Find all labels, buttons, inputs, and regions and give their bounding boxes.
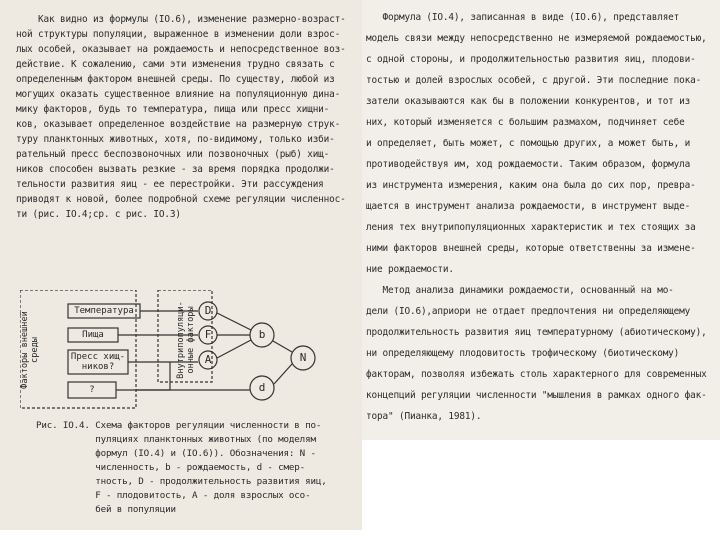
text-line: продолжительность развития яиц температурному (абиотическому), — [366, 327, 707, 338]
text-line: Формула (IO.4), записанная в виде (IO.6), представляет — [366, 12, 680, 23]
text-line: определенным фактором внешней среды. По существу, любой из — [16, 74, 335, 85]
text-line: приводят к новой, более подробной схеме регуляции численнос- — [16, 194, 346, 205]
text-line: ти (рис. IO.4;ср. с рис. IO.3) — [16, 209, 181, 220]
right-page — [362, 0, 720, 440]
text-line: ления тех внутрипопуляционных характеристик и тех стоящих за — [366, 222, 696, 233]
text-line: факторам, позволяя избежать столь характерного для современных — [366, 369, 707, 380]
text-line: ной структуры популяции, выраженное в изменении доли взрос- — [16, 29, 341, 40]
text-line: могущих оказать существенное влияние на популяционную дина- — [16, 89, 341, 100]
caption-line: бей в популяции — [36, 504, 176, 515]
text-line: рательный пресс беспозвоночных или позвоночных (рыб) хищ- — [16, 149, 330, 160]
predation-label: Пресс хищ- ников? — [70, 352, 126, 372]
node-d-label: d — [258, 381, 266, 394]
text-line: действие. К сожалению, сами эти изменения трудно связать с — [16, 59, 335, 70]
caption-line: F - плодовитость, A - доля взрослых осо- — [36, 490, 311, 501]
text-line: из инструмента измерения, каким она была до сих пор, превра- — [366, 180, 696, 191]
outer-frame-label: Факторы внешней среды — [20, 311, 40, 389]
caption-line: пуляциях планктонных животных (по моделям — [36, 434, 316, 445]
text-line: ние рождаемости. — [366, 264, 454, 275]
food-label: Пища — [82, 330, 104, 340]
text-line: Как видно из формулы (IO.6), изменение размерно-возраст- — [38, 14, 346, 25]
caption-line: Рис. IO.4. Схема факторов регуляции численности в по- — [36, 420, 322, 431]
text-line: них, который изменяется с большим размахом, подчиняет себе — [366, 117, 685, 128]
text-line: дели (IO.6),априори не отдает предпочтения ни определяющему — [366, 306, 691, 317]
text-line: щается в инструмент анализа рождаемости, в инструмент выде- — [366, 201, 691, 212]
text-line: Метод анализа динамики рождаемости, основанный на мо- — [366, 285, 674, 296]
text-line: ков, оказывает определенное воздействие на размерную струк- — [16, 119, 341, 130]
text-line: с одной стороны, и продолжительностью развития яиц, плодови- — [366, 54, 696, 65]
text-line: лых особей, оказывает на рождаемость и непосредственное воз- — [16, 44, 346, 55]
node-N-label: N — [299, 351, 307, 364]
caption-line: тность, D - продолжительность развития яиц, — [36, 476, 327, 487]
node-b-label: b — [258, 328, 266, 341]
temperature-label: Температура — [74, 306, 134, 316]
left-page — [0, 0, 362, 530]
unknown-factor-label: ? — [89, 385, 95, 395]
text-line: ними факторов внешней среды, которые ответственны за измене- — [366, 243, 696, 254]
inner-frame-label: Внутрипопуляци- онные факторы — [176, 301, 196, 379]
text-line: ников способен вызвать резкие - за время порядка продолжи- — [16, 164, 335, 175]
diagram-lines — [20, 290, 320, 410]
text-line: тора" (Пианка, 1981). — [366, 411, 482, 422]
text-line: и определяет, быть может, с помощью других, а может быть, и — [366, 138, 691, 149]
node-F-label: F — [204, 328, 212, 341]
text-line: мику факторов, будь то температура, пища или пресс хищни- — [16, 104, 330, 115]
text-line: затели оказываются как бы в положении конкурентов, и тот из — [366, 96, 691, 107]
node-D-label: D — [204, 304, 212, 317]
regulation-diagram — [20, 290, 320, 410]
caption-line: формул (IO.4) и (IO.6)). Обозначения: N - — [36, 448, 316, 459]
text-line: противодействуя им, ход рождаемости. Таким образом, формула — [366, 159, 691, 170]
caption-line: численность, b - рождаемость, d - смер- — [36, 462, 306, 473]
text-line: ни определяющему плодовитость трофическому (биотическому) — [366, 348, 680, 359]
text-line: тостью и долей взрослых особей, с другой. Эти последние пока- — [366, 75, 702, 86]
text-line: концепций регуляции численности "мышления в рамках одного фак- — [366, 390, 707, 401]
text-line: тельности развития яиц - ее перестройки. Эти рассуждения — [16, 179, 324, 190]
text-line: модель связи между непосредственно не измеряемой рождаемостью, — [366, 33, 707, 44]
node-A-label: A — [204, 353, 212, 366]
text-line: туру планктонных животных, хотя, по-видимому, только изби- — [16, 134, 335, 145]
